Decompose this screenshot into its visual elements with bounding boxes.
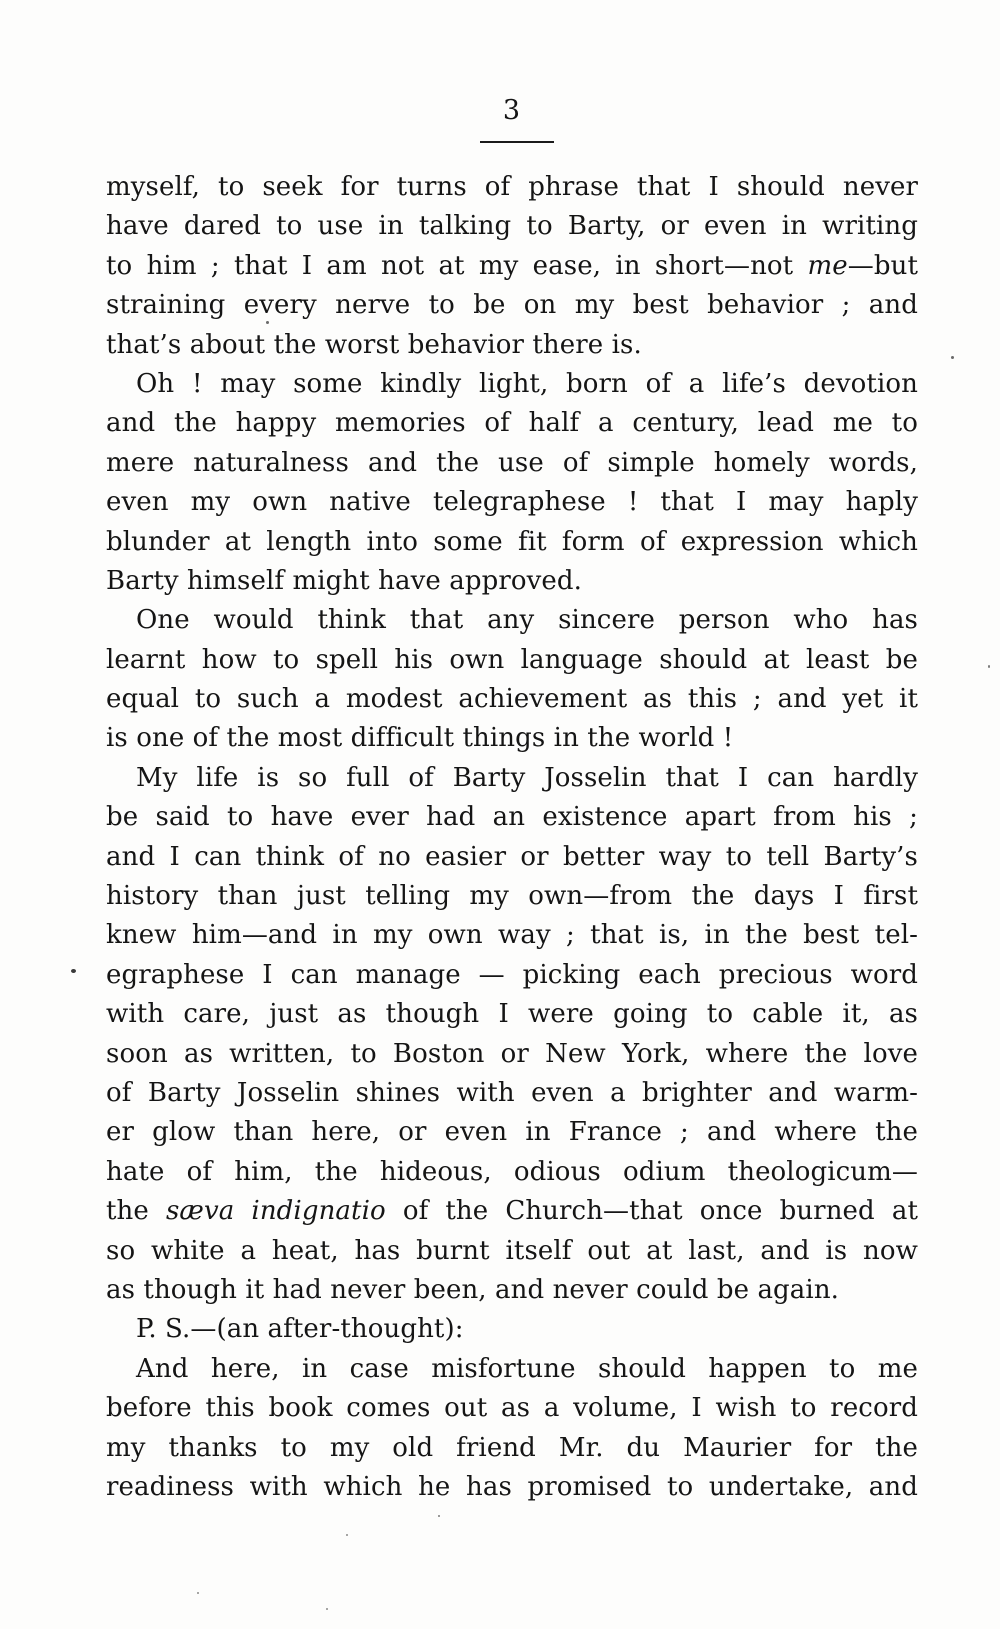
text-segment: is one of the most difficult things in the world ! [106, 723, 734, 754]
text-segment: be said to have ever had an existence apart from his ; [106, 802, 918, 833]
text-line [106, 1232, 918, 1271]
text-segment: equal to such a modest achievement as this ; and yet it [106, 684, 918, 715]
text-line [106, 247, 918, 286]
text-segment: blunder at length into some fit form of expression which [106, 526, 918, 557]
text-segment: Barty himself might have approved. [106, 565, 582, 596]
text-segment: —but [847, 250, 918, 281]
text-line [106, 1310, 918, 1349]
scan-speck [988, 665, 990, 668]
scan-speck [197, 1592, 199, 1594]
text-line [106, 995, 918, 1034]
scan-speck [346, 1534, 348, 1536]
text-segment: have dared to use in talking to Barty, or even in writing [106, 211, 918, 242]
text-segment: er glow than here, or even in France ; and where the [106, 1117, 918, 1148]
text-segment: the [106, 1196, 166, 1227]
text-segment: of Barty Josselin shines with even a brighter and warm- [106, 1077, 918, 1108]
text-segment: One would think that any sincere person who has [136, 605, 918, 636]
text-line [106, 1035, 918, 1074]
text-line [106, 562, 918, 601]
scan-speck [326, 1608, 328, 1610]
body-text-block [106, 168, 918, 1507]
text-line [106, 444, 918, 483]
text-line [106, 1350, 918, 1389]
text-line [106, 207, 918, 246]
text-segment: My life is so full of Barty Josselin that I can hardly [136, 762, 918, 793]
italic-text-segment: sæva indignatio [165, 1196, 386, 1227]
text-segment: Oh ! may some kindly light, born of a life’s devotion [136, 368, 918, 399]
page-number: 3 [502, 95, 522, 126]
text-segment: and I can think of no easier or better way to tell Barty’s [106, 841, 918, 872]
text-segment: before this book comes out as a volume, I wish to record [106, 1393, 918, 1424]
text-line [106, 1113, 918, 1152]
text-segment: even my own native telegraphese ! that I may haply [106, 487, 918, 518]
text-line [106, 286, 918, 325]
text-line [106, 1153, 918, 1192]
text-segment: learnt how to spell his own language should at least be [106, 644, 918, 675]
text-segment: mere naturalness and the use of simple homely words, [106, 447, 918, 478]
text-segment: of the Church—that once burned at [385, 1196, 919, 1227]
text-line [106, 1271, 918, 1310]
text-segment: And here, in case misfortune should happen to me [136, 1353, 918, 1384]
text-segment: to him ; that I am not at my ease, in short—not [106, 250, 808, 281]
page-number-rule [480, 141, 554, 143]
text-segment: and the happy memories of half a century, lead me to [106, 408, 918, 439]
text-line [106, 1429, 918, 1468]
text-segment: knew him—and in my own way ; that is, in the best tel- [106, 920, 918, 951]
text-line [106, 916, 918, 955]
text-line [106, 1074, 918, 1113]
italic-text-segment: me [807, 250, 848, 281]
text-line [106, 365, 918, 404]
text-line [106, 759, 918, 798]
scan-speck [438, 1515, 440, 1517]
text-line [106, 798, 918, 837]
text-line [106, 719, 918, 758]
text-segment: as though it had never been, and never could be again. [106, 1274, 840, 1305]
text-segment: history than just telling my own—from the days I first [106, 881, 918, 912]
text-segment: egraphese I can manage — picking each precious word [106, 959, 918, 990]
text-segment: myself, to seek for turns of phrase that I should never [106, 172, 918, 202]
text-segment: P. S.—(an after-thought): [136, 1314, 464, 1345]
scan-speck [71, 969, 76, 973]
text-line [106, 168, 918, 207]
text-line [106, 956, 918, 995]
text-line [106, 680, 918, 719]
text-line [106, 641, 918, 680]
text-line [106, 483, 918, 522]
text-line [106, 1468, 918, 1507]
text-segment: hate of him, the hideous, odious odium theologicum— [106, 1156, 918, 1187]
text-segment: my thanks to my old friend Mr. du Maurier for the [106, 1432, 918, 1463]
text-segment: soon as written, to Boston or New York, where the love [106, 1038, 918, 1069]
text-line [106, 326, 918, 365]
text-line [106, 601, 918, 640]
scan-speck [951, 356, 954, 359]
text-line [106, 523, 918, 562]
text-line [106, 838, 918, 877]
text-segment: with care, just as though I were going to cable it, as [106, 999, 918, 1030]
text-segment: straining every nerve to be on my best behavior ; and [106, 290, 918, 321]
text-line [106, 877, 918, 916]
scan-speck [266, 321, 269, 324]
text-segment: readiness with which he has promised to undertake, and [106, 1471, 918, 1502]
text-segment: that’s about the worst behavior there is. [106, 329, 642, 360]
text-line [106, 1389, 918, 1428]
text-line [106, 1192, 918, 1231]
text-segment: so white a heat, has burnt itself out at last, and is now [106, 1235, 918, 1266]
text-line [106, 404, 918, 443]
